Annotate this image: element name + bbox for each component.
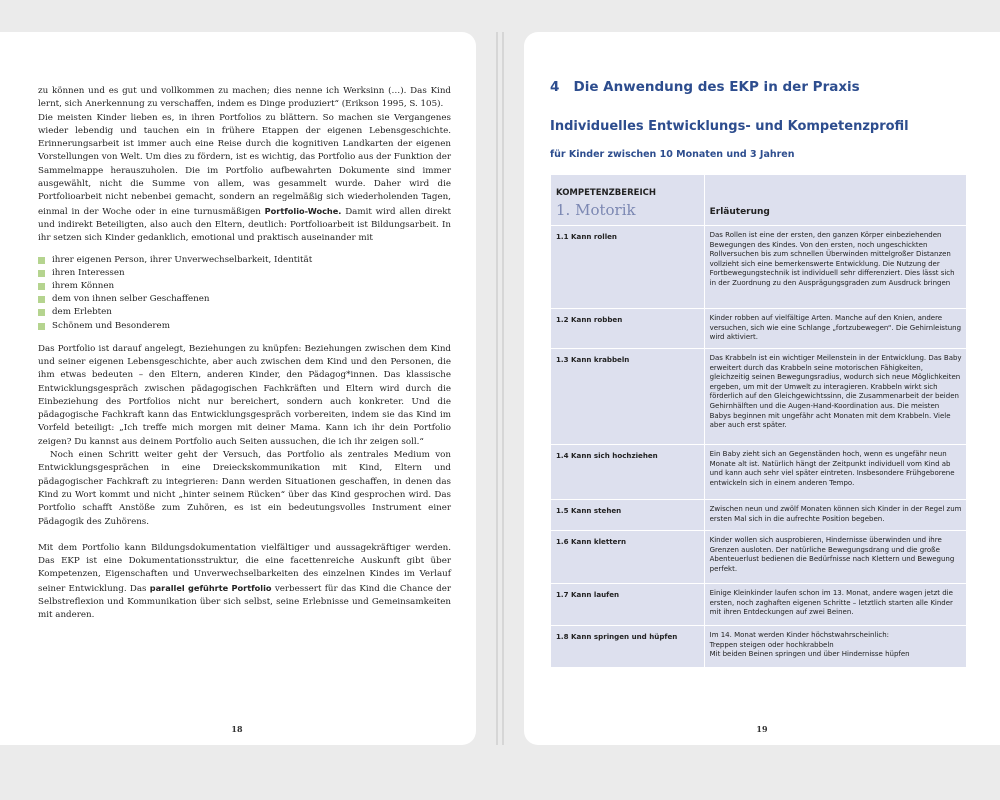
table-row — [551, 500, 967, 531]
list-item — [38, 280, 451, 293]
column-title: Erläuterung — [709, 207, 770, 217]
paragraph: Das Portfolio ist darauf angelegt, Beziehungen zu knüpfen: Beziehungen zwischen dem Kind und seiner eigenen Lebensgeschichte, aber auch zwischen dem Kind und den Personen, die ihm etwas bedeuten – den Eltern, anderen Kinder, den Pädagog*innen. Das klassische Entwicklungsgespräch zwischen pädagogischen Fachkräften und Eltern wird durch die Einbeziehung des Portfolios nicht nur bereichert, sondern auch konkreter. Und die pädagogische Fachkraft kann das Entwicklungsgespräch vorbereiten, indem sie das Kind im Vorfeld beteiligt: „Ich treffe mich morgen mit deiner Mama. Kann ich ihr dein Portfolio zeigen? Du kannst aus deinem Portfolio auch Seiten aussuchen, die ich ihr zeigen soll.“ — [38, 343, 451, 447]
skill-cell: 1.5 Kann stehen — [551, 500, 705, 531]
skill-cell: 1.8 Kann springen und hüpfen — [551, 626, 705, 668]
square-bullet-icon — [38, 270, 45, 277]
square-bullet-icon — [38, 309, 45, 316]
page-number: 18 — [231, 724, 243, 734]
explanation-cell: Das Rollen ist eine der ersten, den ganzen Körper einbeziehenden Bewegungen des Kindes. Von den ersten, noch ungeschickten Rollversuchen bis zum schnellen Überwinden mittelgroßer Distanzen vollzieht sich eine bemerkenswerte Entwicklung. Die Nutzung der Fortbewegungstechnik ist individuell sehr differenziert. Dies lässt sich in der Zuordnung zu den Ausprägungsgraden zum Ausdruck bringen — [704, 226, 966, 309]
table-row — [551, 309, 967, 349]
list-item-text: Schönem und Besonderem — [52, 320, 170, 331]
column-header-cell — [704, 175, 966, 226]
paragraph — [38, 112, 451, 246]
table-row — [551, 349, 967, 445]
area-title: 1. Motorik — [556, 201, 636, 219]
list-item-text: dem Erlebten — [52, 307, 112, 318]
profile-title: Individuelles Entwicklungs- und Kompetenzprofil — [550, 119, 909, 134]
area-header-cell — [551, 175, 705, 226]
skill-cell: 1.3 Kann krabbeln — [551, 349, 705, 445]
skill-cell: 1.7 Kann laufen — [551, 584, 705, 626]
paragraph-text: Die meisten Kinder lieben es, in ihren Portfolios zu blättern. So machen sie Vergangenes wieder lebendig und tauchen ein in frühere Etappen der eigenen Lebensgeschichte. Erinnerungsarbeit ist immer auch eine Reise durch die kognitiven Landkarten der eigenen Vorstellungen von Welt. Um dies zu fördern, ist es wichtig, das Portfolio aus der Funktion der Sammelmappe herauszuholen. Die im Portfolio aufbewahrten Dokumente sind immer ausgewählt, nicht die Summe von allem, was gesammelt wurde. Daher wird die Portfolioarbeit nicht nebenbei gemacht, sondern an regelmäßig sich wiederholenden Tagen, einmal in der Woche oder in eine turnusmäßigen — [38, 112, 451, 217]
skill-cell: 1.4 Kann sich hochziehen — [551, 445, 705, 500]
list-item — [38, 267, 451, 280]
page-edge — [496, 32, 498, 745]
square-bullet-icon — [38, 257, 45, 264]
list-item-text: dem von ihnen selber Geschaffenen — [52, 294, 210, 305]
paragraph: zu können und es gut und vollkommen zu machen; dies nenne ich Werksinn (…). Das Kind lernt, sich Anerkennung zu verschaffen, indem es Dinge produziert“ (Erikson 1995, S. 105). — [38, 86, 451, 110]
explanation-cell: Zwischen neun und zwölf Monaten können sich Kinder in der Regel zum ersten Mal sich in die aufrechte Position begeben. — [704, 500, 966, 531]
area-label: KOMPETENZBEREICH — [556, 188, 656, 198]
table-header — [551, 175, 967, 226]
explanation-cell: Einige Kleinkinder laufen schon im 13. Monat, andere wagen jetzt die ersten, noch zaghaften eigenen Schritte – letztlich starten alle Kinder mit ihren Entdeckungen auf zwei Beinen. — [704, 584, 966, 626]
left-page — [0, 32, 476, 745]
page-number: 19 — [756, 724, 768, 734]
list-item-text: ihrem Können — [52, 280, 115, 291]
square-bullet-icon — [38, 283, 45, 290]
square-bullet-icon — [38, 323, 45, 330]
paragraph: Noch einen Schritt weiter geht der Versuch, das Portfolio als zentrales Medium von Entwicklungsgesprächen in eine Dreieckskommunikation mit Kind, Eltern und pädagogischer Fachkraft zu integrieren: Dann werden Situationen geschaffen, in denen das Kind zu Wort kommt und nicht „hinter seinem Rücken“ über das Kind gesprochen wird. Das Portfolio schafft Anstöße zum Zuhören, es ist ein bedeutungsvolles Instrument einer Pädagogik des Zuhörens. — [38, 450, 451, 527]
explanation-cell: Ein Baby zieht sich an Gegenständen hoch, wenn es ungefähr neun Monate alt ist. Natürlich hängt der Zeitpunkt individuell vom Kind ab und kann auch sehr viel später eintreten. Insbesondere Frühgeborene entwickeln sich in einem anderen Tempo. — [704, 445, 966, 500]
paragraph-text: verbessert für das Kind die Chance der Selbstreflexion und Kommunikation über sich selbst, seine Erlebnisse und Gemeinsamkeiten mit anderen. — [38, 583, 452, 621]
skill-cell: 1.2 Kann robben — [551, 309, 705, 349]
explanation-cell: Kinder robben auf vielfältige Arten. Manche auf den Knien, andere versuchen, sich wie eine Schlange „fortzubewegen“. Die Gehirnleistung wird aktiviert. — [704, 309, 966, 349]
list-item — [38, 254, 451, 267]
explanation-cell: Im 14. Monat werden Kinder höchstwahrscheinlich: Treppen steigen oder hochkrabbeln Mit beiden Beinen springen und über Hindernisse hüpfen — [704, 626, 966, 668]
page-edge — [502, 32, 504, 745]
bold-term: parallel geführte Portfolio — [149, 582, 272, 593]
right-page — [524, 32, 1000, 745]
bullet-list — [38, 254, 451, 333]
table-row — [551, 584, 967, 626]
explanation-cell: Kinder wollen sich ausprobieren, Hindernisse überwinden und ihre Grenzen ausloten. Der natürliche Bewegungsdrang und die große Abenteuerlust bedienen die Bedürfnisse nach Klettern und Bewegung perfekt. — [704, 531, 966, 584]
square-bullet-icon — [38, 296, 45, 303]
left-page-body — [38, 85, 451, 623]
bold-term: Portfolio-Woche. — [264, 205, 342, 216]
list-item — [38, 320, 451, 333]
competence-table — [550, 174, 967, 668]
table-row — [551, 445, 967, 500]
list-item — [38, 306, 451, 319]
chapter-heading: 4 Die Anwendung des EKP in der Praxis — [550, 79, 860, 95]
list-item-text: ihrer eigenen Person, ihrer Unverwechselbarkeit, Identität — [52, 254, 313, 265]
list-item-text: ihren Interessen — [52, 267, 125, 278]
list-item — [38, 293, 451, 306]
table-row — [551, 531, 967, 584]
profile-subtitle: für Kinder zwischen 10 Monaten und 3 Jahren — [550, 149, 795, 160]
skill-cell: 1.1 Kann rollen — [551, 226, 705, 309]
table-row — [551, 626, 967, 668]
paragraph-text: Mit dem Portfolio kann Bildungsdokumentation vielfältiger und aussagekräftiger werden. Das EKP ist eine Dokumentationsstruktur, die eine facettenreiche Auskunft gibt über Kompetenzen, Eigenschaften und Unverwechselbarkeiten des einzelnen Kindes im Verlauf seiner Entwicklung. Das — [38, 542, 451, 594]
table-row — [551, 226, 967, 309]
paragraph-text: Damit wird allen direkt und indirekt Beteiligten, also auch den Eltern, deutlich: Portfolioarbeit ist Bildungsarbeit. In ihr setzen sich Kinder gedanklich, emotional und praktisch auseinander mit — [38, 206, 451, 244]
skill-cell: 1.6 Kann klettern — [551, 531, 705, 584]
paragraph — [38, 542, 451, 623]
explanation-cell: Das Krabbeln ist ein wichtiger Meilenstein in der Entwicklung. Das Baby erweitert durch das Krabbeln seine motorischen Fähigkeiten, gleichzeitig seinen Bewegungsradius, wodurch sich neue Möglichkeiten ergeben, um mit der Umwelt zu interagieren. Krabbeln wirkt sich förderlich auf den Gleichgewichtssinn, die Zusammenarbeit der beiden Gehirnhälften und die Augen-Hand-Koordination aus. Die meisten Babys beginnen mit ungefähr acht Monaten mit dem Krabbeln. Viele aber auch erst später. — [704, 349, 966, 445]
